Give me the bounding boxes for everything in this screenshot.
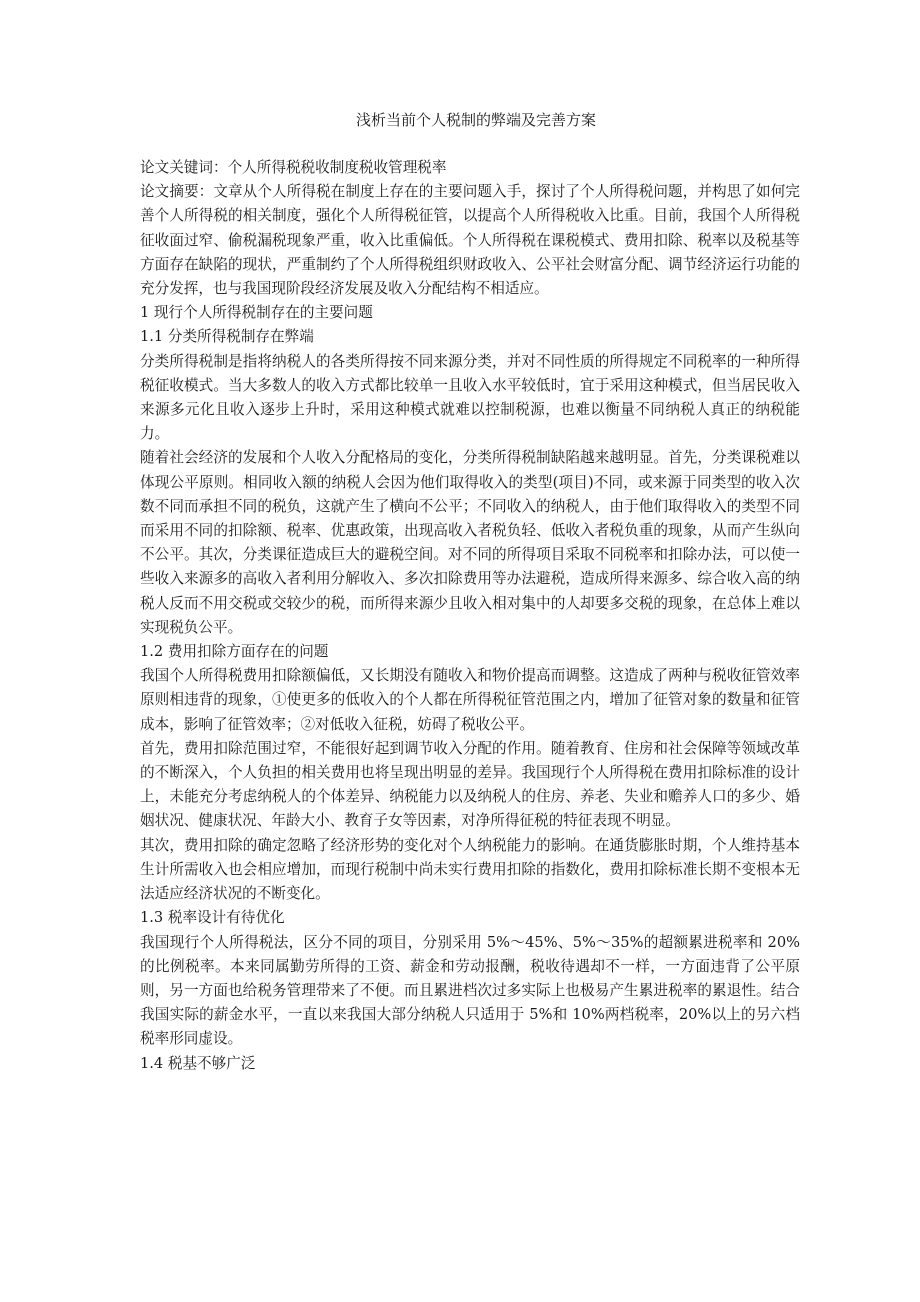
section-1-3-heading: 1.3 税率设计有待优化 [140, 909, 285, 927]
section-1-2-heading: 1.2 费用扣除方面存在的问题 [140, 643, 329, 661]
section-1-2-paragraph-3: 其次，费用扣除的确定忽略了经济形势的变化对个人纳税能力的影响。在通货膨胀时期，个人维持基本生计所需收入也会相应增加，而现行税制中尚未实行费用扣除的指数化，费用扣除标准长期不变根本无法适应经济状况的不断变化。 [140, 836, 800, 903]
section-1-1-heading: 1.1 分类所得税制存在弊端 [140, 328, 314, 346]
keywords-line: 论文关键词：个人所得税税收制度税收管理税率 [140, 159, 447, 176]
section-1-1-paragraph-1: 分类所得税制是指将纳税人的各类所得按不同来源分类，并对不同性质的所得规定不同税率的一种所得税征收模式。当大多数人的收入方式都比较单一且收入水平较低时，宜于采用这种模式，但当居民收入来源多元化且收入逐步上升时，采用这种模式就难以控制税源，也难以衡量不同纳税人真正的纳税能力。 [140, 352, 800, 443]
section-1-3-paragraph-1: 我国现行个人所得税法，区分不同的项目，分别采用 5%～45%、5%～35%的超额累进税率和 20%的比例税率。本来同属勤劳所得的工资、薪金和劳动报酬，税收待遇却不一样，一方面违背了公平原则，另一方面也给税务管理带来了不便。而且累进档次过多实际上也极易产生累进税率的累退性。结合我国实际的薪金水平，一直以来我国大部分纳税人只适用于 5%和 10%两档税率，20%以上的另六档税率形同虚设。 [140, 933, 800, 1048]
document-title: 浅析当前个人税制的弊端及完善方案 [355, 111, 596, 129]
section-1-2-paragraph-2: 首先，费用扣除范围过窄，不能很好起到调节收入分配的作用。随着教育、住房和社会保障等领域改革的不断深入，个人负担的相关费用也将呈现出明显的差异。我国现行个人所得税在费用扣除标准的设计上，未能充分考虑纳税人的个体差异、纳税能力以及纳税人的住房、养老、失业和赡养人口的多少、婚姻状况、健康状况、年龄大小、教育子女等因素，对净所得征税的特征表现不明显。 [140, 739, 800, 830]
section-1-2-paragraph-1: 我国个人所得税费用扣除额偏低，又长期没有随收入和物价提高而调整。这造成了两种与税收征管效率原则相违背的现象，①使更多的低收入的个人都在所得税征管范围之内，增加了征管对象的数量和征管成本，影响了征管效率；②对低收入征税，妨碍了税收公平。 [140, 667, 800, 733]
section-1-4-heading: 1.4 税基不够广泛 [140, 1054, 256, 1072]
section-1-1-paragraph-2: 随着社会经济的发展和个人收入分配格局的变化，分类所得税制缺陷越来越明显。首先，分类课税难以体现公平原则。相同收入额的纳税人会因为他们取得收入的类型(项目)不同，或来源于同类型的收入次数不同而承担不同的税负，这就产生了横向不公平；不同收入的纳税人，由于他们取得收入的类型不同而采用不同的扣除额、税率、优惠政策，出现高收入者税负轻、低收入者税负重的现象，从而产生纵向不公平。其次，分类课征造成巨大的避税空间。对不同的所得项目采取不同税率和扣除办法，可以使一些收入来源多的高收入者利用分解收入、多次扣除费用等办法避税，造成所得来源多、综合收入高的纳税人反而不用交税或交较少的税，而所得来源少且收入相对集中的人却要多交税的现象，在总体上难以实现税负公平。 [140, 449, 800, 636]
abstract-paragraph: 论文摘要：文章从个人所得税在制度上存在的主要问题入手，探讨了个人所得税问题，并构思了如何完善个人所得税的相关制度，强化个人所得税征管，以提高个人所得税收入比重。目前，我国个人所得税征收面过窄、偷税漏税现象严重，收入比重偏低。个人所得税在课税模式、费用扣除、税率以及税基等方面存在缺陷的现状，严重制约了个人所得税组织财政收入、公平社会财富分配、调节经济运行功能的充分发挥，也与我国现阶段经济发展及收入分配结构不相适应。 [140, 183, 800, 298]
section-1-heading: 1 现行个人所得税制存在的主要问题 [140, 304, 373, 322]
document-page [140, 108, 800, 1076]
